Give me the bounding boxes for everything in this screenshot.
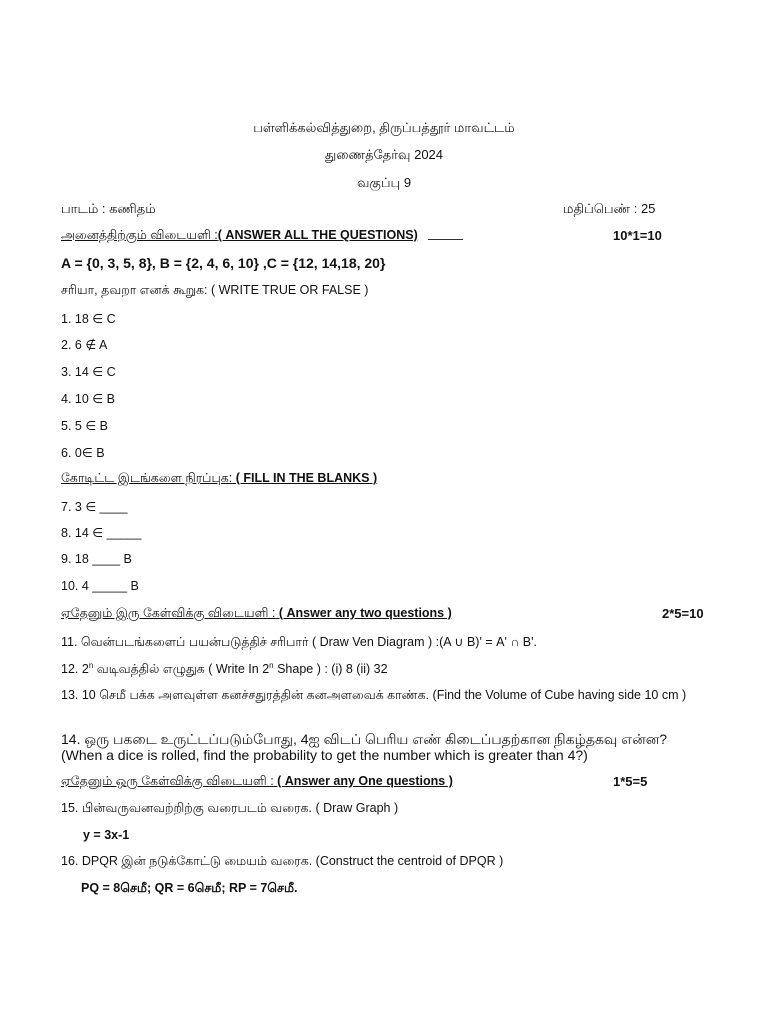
question-12 <box>61 661 388 678</box>
section3-title <box>61 774 453 790</box>
graph-equation: y = 3x-1 <box>83 828 130 842</box>
question-11: 11. வென்படங்களைப் பயன்படுத்திச் சரிபார் ( Draw Ven Diagram ) :(A ∪ B)' = A' ∩ B'. <box>61 635 537 649</box>
subject-label: பாடம் : கணிதம் <box>61 201 156 216</box>
q12-superscript: n <box>269 661 274 670</box>
exam-title: துணைத்தேர்வு 2024 <box>324 147 444 162</box>
true-false-title: சரியா, தவறா எனக் கூறுக: ( WRITE TRUE OR FALSE ) <box>61 283 369 297</box>
section1-marks: 10*1=10 <box>613 228 662 243</box>
triangle-measurements: PQ = 8செமீ; QR = 6செமீ; RP = 7செமீ. <box>81 881 298 895</box>
question-13: 13. 10 செமீ பக்க அளவுள்ள கனச்சதுரத்தின் கனஅளவைக் காண்க. (Find the Volume of Cube having side 10 cm ) <box>61 688 687 702</box>
title-underline <box>428 239 463 240</box>
q12-part: 12. 2 <box>61 662 89 677</box>
total-marks: மதிப்பெண் : 25 <box>563 201 656 216</box>
section3-title-en: ( Answer any One questions ) <box>273 774 453 788</box>
list-item: 3. 14 ∈ C <box>61 365 116 379</box>
list-item: 6. 0∈ B <box>61 446 105 460</box>
section3-marks: 1*5=5 <box>613 774 648 789</box>
q12-superscript: n <box>88 661 94 670</box>
school-dept-title: பள்ளிக்கல்வித்துறை, திருப்பத்தூர் மாவட்டம் <box>253 120 515 135</box>
section2-title-en: ( Answer any two questions ) <box>275 606 452 620</box>
q12-part: Shape ) : (i) 8 (ii) 32 <box>273 662 388 677</box>
section2-title <box>61 606 452 622</box>
class-title: வகுப்பு 9 <box>356 175 412 190</box>
q12-part: வடிவத்தில் எழுதுக ( Write In 2 <box>93 662 270 677</box>
list-item: 2. 6 ∉ A <box>61 338 108 352</box>
fill-blanks-title <box>61 471 377 487</box>
section2-marks: 2*5=10 <box>662 606 704 621</box>
section1-title <box>61 228 418 244</box>
list-item: 9. 18 ____ B <box>61 552 132 566</box>
section3-title-ta: ஏதேனும் ஒரு கேள்விக்கு விடையளி : <box>61 774 274 788</box>
list-item: 5. 5 ∈ B <box>61 419 109 433</box>
question-15: 15. பின்வருவனவற்றிற்கு வரைபடம் வரைக. ( Draw Graph ) <box>61 801 399 815</box>
fill-blanks-title-ta: கோடிட்ட இடங்களை நிரப்புக: <box>61 471 233 485</box>
section1-title-en: ( ANSWER ALL THE QUESTIONS) <box>217 228 418 242</box>
list-item: 10. 4 _____ B <box>61 579 139 593</box>
question-16: 16. DPQR இன் நடுக்கோட்டு மையம் வரைக. (Construct the centroid of DPQR ) <box>61 854 504 868</box>
list-item: 4. 10 ∈ B <box>61 392 115 406</box>
section1-title-ta: அனைத்திற்கும் விடையளி : <box>61 228 218 242</box>
list-item: 7. 3 ∈ ____ <box>61 500 128 514</box>
question-14: 14. ஒரு பகடை உருட்டப்படும்போது, 4ஐ விடப் பெரிய எண் கிடைப்பதற்கான நிகழ்தகவு என்ன? (When a dice is rolled, find the probability to get the number which is greater than 4?) <box>61 731 668 763</box>
fill-blanks-title-en: ( FILL IN THE BLANKS ) <box>232 471 378 485</box>
list-item: 8. 14 ∈ _____ <box>61 526 142 540</box>
section2-title-ta: ஏதேனும் இரு கேள்விக்கு விடையளி : <box>61 606 276 620</box>
list-item: 1. 18 ∈ C <box>61 312 116 326</box>
set-definitions: A = {0, 3, 5, 8}, B = {2, 4, 6, 10} ,C = {12, 14,18, 20} <box>61 255 386 271</box>
